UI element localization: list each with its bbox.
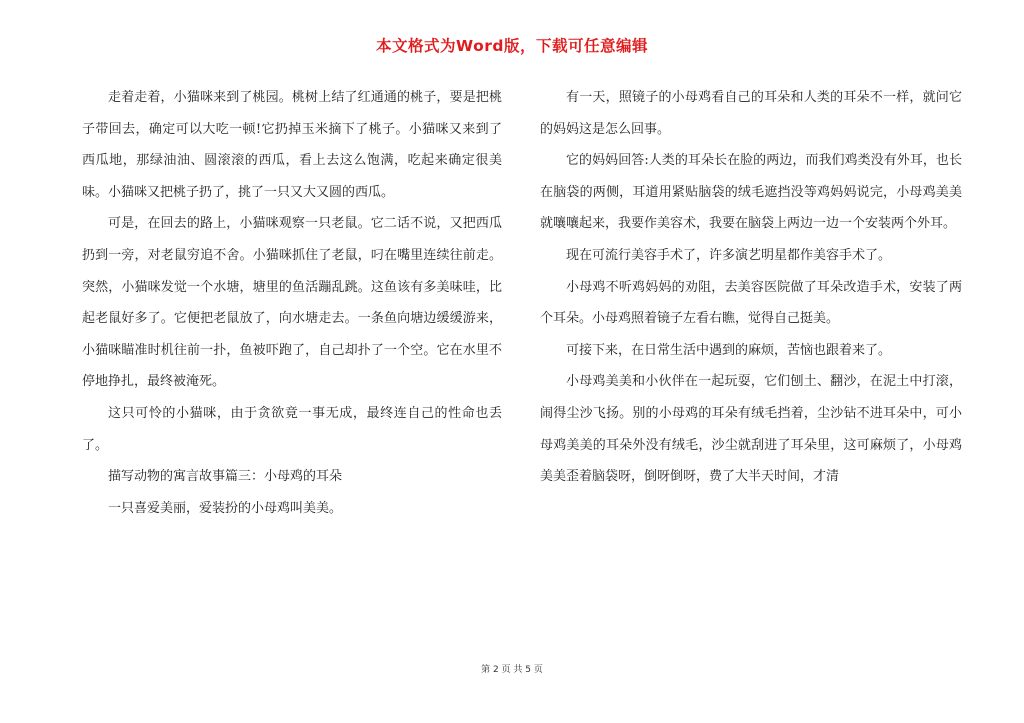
paragraph: 小母鸡美美和小伙伴在一起玩耍，它们刨土、翻沙，在泥土中打滚，闹得尘沙飞扬。别的小母鸡的耳朵有绒毛挡着，尘沙钻不进耳朵中，可小母鸡美美的耳朵外没有绒毛，沙尘就刮进了耳朵里，这可麻烦了，小母鸡美美歪着脑袋呀，倒呀倒呀，费了大半天时间，才清	[540, 374, 962, 485]
paragraph: 一只喜爱美丽，爱装扮的小母鸡叫美美。	[108, 500, 343, 516]
paragraph: 可是，在回去的路上，小猫咪观察一只老鼠。它二话不说，又把西瓜扔到一旁，对老鼠穷追不舍。小猫咪抓住了老鼠，叼在嘴里连续往前走。突然，小猫咪发觉一个水塘，塘里的鱼活蹦乱跳。这鱼该有多美味哇，比起老鼠好多了。它便把老鼠放了，向水塘走去。一条鱼向塘边缓缓游来，小猫咪瞄准时机往前一扑，鱼被吓跑了，自己却扑了一个空。它在水里不停地挣扎，最终被淹死。	[82, 216, 502, 390]
paragraph: 这只可怜的小猫咪，由于贪欲竟一事无成，最终连自己的性命也丢了。	[82, 405, 502, 453]
section-heading: 描写动物的寓言故事篇三：小母鸡的耳朵	[108, 469, 343, 485]
paragraph: 走着走着，小猫咪来到了桃园。桃树上结了红通通的桃子，要是把桃子带回去，确定可以大吃一顿!它扔掉玉米摘下了桃子。小猫咪又来到了西瓜地，那绿油油、圆滚滚的西瓜，看上去这么饱满，吃起来确定很美味。小猫咪又把桃子扔了，挑了一只又大又圆的西瓜。	[82, 90, 502, 200]
page-number: 第 2 页 共 5 页	[481, 665, 543, 675]
left-column	[82, 82, 502, 524]
paragraph: 有一天，照镜子的小母鸡看自己的耳朵和人类的耳朵不一样，就问它的妈妈这是怎么回事。	[540, 90, 962, 137]
paragraph: 可接下来，在日常生活中遇到的麻烦，苦恼也跟着来了。	[566, 342, 892, 358]
paragraph: 小母鸡不听鸡妈妈的劝阻，去美容医院做了耳朵改造手术，安装了两个耳朵。小母鸡照着镜子左看右瞧，觉得自己挺美。	[540, 279, 962, 327]
right-column	[540, 82, 962, 493]
paragraph: 现在可流行美容手术了，许多演艺明星都作美容手术了。	[566, 247, 892, 263]
document-header-title: 本文格式为Word版，下载可任意编辑	[376, 37, 648, 55]
paragraph: 它的妈妈回答:人类的耳朵长在脸的两边，而我们鸡类没有外耳，也长在脑袋的两侧，耳道用紧贴脑袋的绒毛遮挡没等鸡妈妈说完，小母鸡美美就嚷嚷起来，我要作美容术，我要在脑袋上两边一边一个安装两个外耳。	[540, 153, 962, 232]
